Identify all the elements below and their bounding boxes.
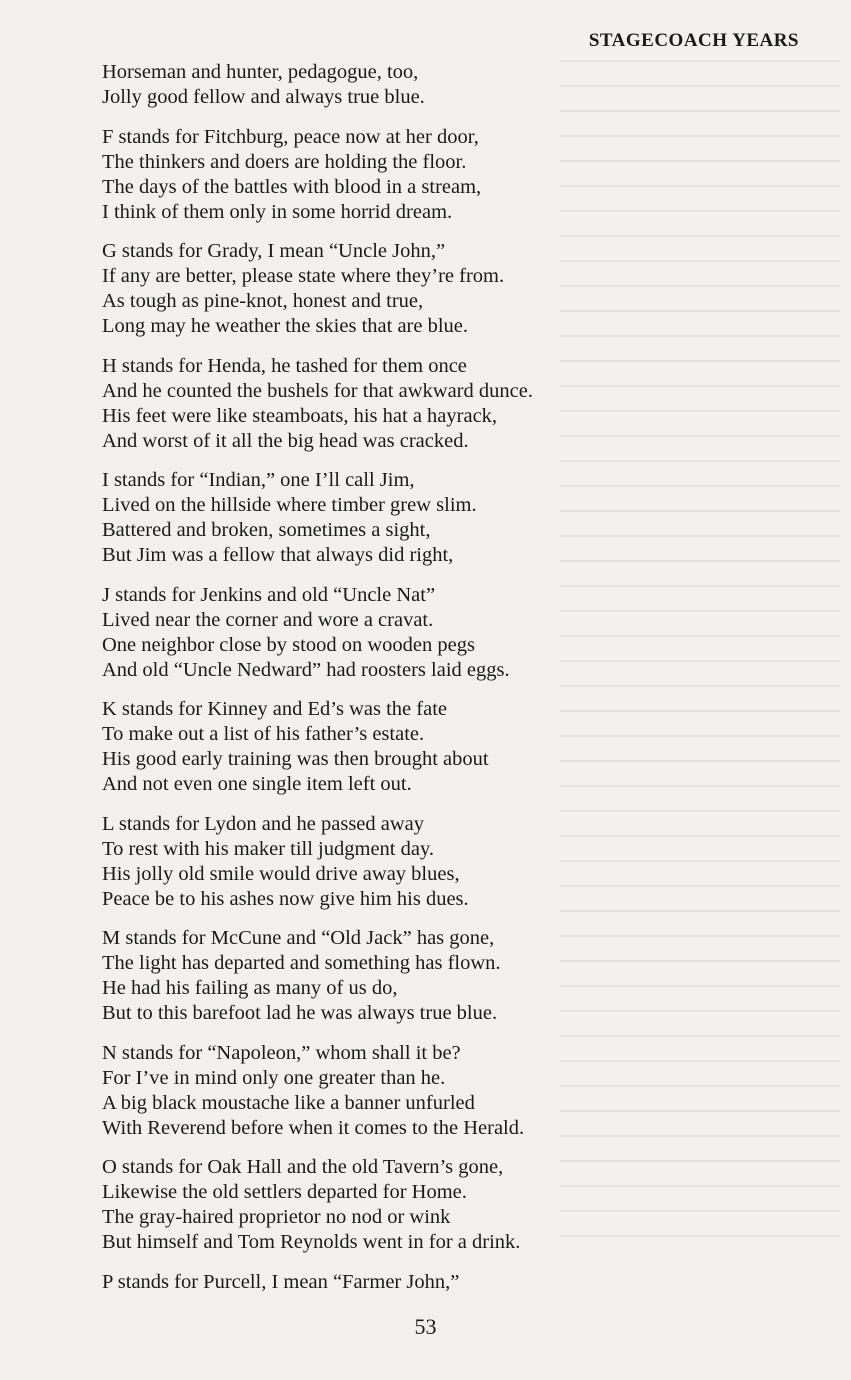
poem-line: Horseman and hunter, pedagogue, too, bbox=[102, 61, 419, 83]
poem-line: A big black moustache like a banner unfurled bbox=[102, 1091, 475, 1114]
page-number: 53 bbox=[414, 1314, 437, 1339]
stanza bbox=[102, 239, 802, 339]
poem-line: L stands for Lydon and he passed away bbox=[102, 812, 425, 835]
poem-line: O stands for Oak Hall and the old Tavern’s gone, bbox=[102, 1156, 504, 1178]
poem-line: His jolly old smile would drive away blues, bbox=[102, 862, 460, 885]
stanza bbox=[102, 1041, 802, 1141]
poem-line: And old “Uncle Nedward” had roosters laid eggs. bbox=[102, 658, 510, 681]
stanza bbox=[102, 812, 802, 912]
poem-line: I think of them only in some horrid dream. bbox=[102, 200, 453, 223]
poem-line: For I’ve in mind only one greater than he. bbox=[102, 1066, 446, 1089]
poem-line: Likewise the old settlers departed for Home. bbox=[102, 1181, 467, 1203]
stanza bbox=[102, 468, 802, 568]
stanza bbox=[102, 1155, 802, 1255]
poem-line: With Reverend before when it comes to the Herald. bbox=[102, 1116, 525, 1139]
poem-line: And he counted the bushels for that awkward dunce. bbox=[102, 379, 533, 402]
poem-line: Jolly good fellow and always true blue. bbox=[102, 86, 425, 108]
poem-line: F stands for Fitchburg, peace now at her door, bbox=[102, 125, 479, 148]
poem-line: Peace be to his ashes now give him his dues. bbox=[102, 887, 469, 910]
poem-line: His feet were like steamboats, his hat a hayrack, bbox=[102, 404, 498, 427]
running-head: STAGECOACH YEARS bbox=[588, 30, 799, 51]
poem-line: If any are better, please state where they’re from. bbox=[102, 265, 505, 287]
poem-line: K stands for Kinney and Ed’s was the fate bbox=[102, 698, 447, 720]
poem-line: And not even one single item left out. bbox=[102, 773, 412, 795]
poem-line: Lived on the hillside where timber grew slim. bbox=[102, 494, 477, 516]
poem-line: And worst of it all the big head was cracked. bbox=[102, 429, 469, 452]
poem-line: G stands for Grady, I mean “Uncle John,” bbox=[102, 240, 446, 262]
poem-line: He had his failing as many of us do, bbox=[102, 977, 398, 999]
poem-line: Long may he weather the skies that are blue. bbox=[102, 315, 469, 337]
poem-line: The days of the battles with blood in a stream, bbox=[102, 175, 482, 198]
stanza bbox=[102, 1270, 802, 1295]
poem-line: But to this barefoot lad he was always true blue. bbox=[102, 1002, 498, 1024]
poem-line: The thinkers and doers are holding the floor. bbox=[102, 150, 467, 173]
poem-line: N stands for “Napoleon,” whom shall it be? bbox=[102, 1041, 461, 1064]
poem-line: But Jim was a fellow that always did right, bbox=[102, 544, 454, 566]
poem-line: But himself and Tom Reynolds went in for a drink. bbox=[102, 1231, 521, 1253]
stanza bbox=[102, 60, 802, 110]
poem-line: To make out a list of his father’s estate. bbox=[102, 723, 425, 745]
stanza bbox=[102, 697, 802, 797]
poem-line: H stands for Henda, he tashed for them once bbox=[102, 354, 467, 377]
poem-line: J stands for Jenkins and old “Uncle Nat” bbox=[102, 583, 436, 606]
poem-line: Lived near the corner and wore a cravat. bbox=[102, 608, 434, 631]
poem-line: To rest with his maker till judgment day. bbox=[102, 837, 435, 860]
poem-line: His good early training was then brought about bbox=[102, 748, 489, 770]
stanza bbox=[102, 354, 802, 454]
stanza bbox=[102, 583, 802, 683]
poem-line: M stands for McCune and “Old Jack” has gone, bbox=[102, 927, 495, 949]
poem-line: The light has departed and something has flown. bbox=[102, 952, 501, 974]
poem-line: As tough as pine-knot, honest and true, bbox=[102, 290, 424, 312]
stanza bbox=[102, 926, 802, 1026]
stanza bbox=[102, 125, 802, 225]
poem-line: The gray-haired proprietor no nod or wink bbox=[102, 1206, 451, 1228]
poem-line: One neighbor close by stood on wooden pegs bbox=[102, 633, 475, 656]
poem-line: I stands for “Indian,” one I’ll call Jim, bbox=[102, 469, 415, 491]
poem-line: Battered and broken, sometimes a sight, bbox=[102, 519, 431, 541]
poem-line: P stands for Purcell, I mean “Farmer John,” bbox=[102, 1270, 460, 1293]
poem-body bbox=[102, 60, 802, 1309]
